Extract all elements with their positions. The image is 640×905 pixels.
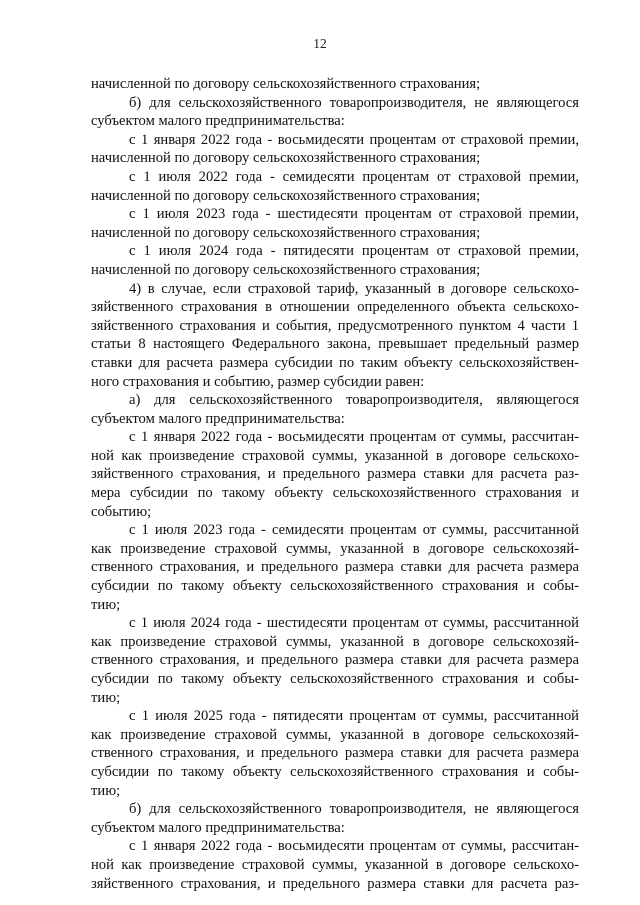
text-line: ной как произведение страховой суммы, указанной в договоре сельскохо- (91, 447, 579, 464)
text-line: событию; (91, 503, 152, 520)
text-line: с 1 июля 2023 года - шестидесяти процентам от страховой премии, (129, 206, 579, 223)
text-line: с 1 июля 2022 года - семидесяти процентам от страховой премии, (129, 168, 579, 185)
text-line: зяйственного страхования и события, предусмотренного пунктом 4 части 1 (91, 317, 579, 334)
text-line: субъектом малого предпринимательства: (91, 113, 345, 130)
text-line: ственного страхования, и предельного размера ставки для расчета размера (91, 559, 579, 576)
text-line: с 1 января 2022 года - восьмидесяти процентам от суммы, рассчитан- (129, 838, 579, 855)
page-number: 12 (313, 36, 327, 51)
text-line: с 1 июля 2023 года - семидесяти процентам от суммы, рассчитанной (129, 522, 579, 539)
text-line: зяйственного страхования, и предельного размера ставки для расчета раз- (91, 466, 579, 483)
text-line: статьи 8 настоящего Федерального закона, превышает предельный размер (91, 336, 579, 353)
text-line: ственного страхования, и предельного размера ставки для расчета размера (91, 652, 579, 669)
text-line: начисленной по договору сельскохозяйственного страхования; (91, 261, 481, 278)
text-line: а) для сельскохозяйственного товаропроизводителя, являющегося (129, 392, 579, 409)
text-line: зяйственного страхования, и предельного размера ставки для расчета раз- (91, 875, 579, 892)
text-line: субсидии по такому объекту сельскохозяйственного страхования и собы- (91, 671, 579, 687)
text-line: зяйственного страхования в отношении определенного объекта сельскохо- (91, 299, 579, 316)
text-line: с 1 июля 2025 года - пятидесяти процентам от суммы, рассчитанной (129, 708, 579, 725)
text-line: ставки для расчета размера субсидии по таким объекту сельскохозяйствен- (91, 354, 579, 371)
text-line: субсидии по такому объекту сельскохозяйственного страхования и собы- (91, 578, 579, 595)
text-line: субъектом малого предпринимательства: (91, 819, 345, 836)
text-line: субъектом малого предпринимательства: (91, 410, 345, 427)
text-line: с 1 июля 2024 года - пятидесяти процентам от страховой премии, (129, 243, 579, 260)
text-line: 4) в случае, если страховой тариф, указанный в договоре сельскохо- (129, 280, 579, 297)
text-line: мера субсидии по такому объекту сельскохозяйственного страхования и (91, 485, 579, 502)
text-line: тию; (91, 689, 121, 706)
text-line: тию; (91, 596, 121, 613)
text-line: б) для сельскохозяйственного товаропроизводителя, не являющегося (129, 94, 579, 111)
text-line: субсидии по такому объекту сельскохозяйственного страхования и собы- (91, 763, 579, 780)
text-line: с 1 июля 2024 года - шестидесяти процентам от суммы, рассчитанной (129, 615, 579, 632)
text-line: как произведение страховой суммы, указанной в договоре сельскохозяй- (91, 633, 579, 650)
text-line: начисленной по договору сельскохозяйственного страхования; (91, 76, 481, 92)
text-line: ственного страхования, и предельного размера ставки для расчета размера (91, 745, 579, 762)
text-line: как произведение страховой суммы, указанной в договоре сельскохозяй- (91, 726, 579, 743)
text-line: как произведение страховой суммы, указанной в договоре сельскохозяй- (91, 540, 579, 557)
text-line: б) для сельскохозяйственного товаропроизводителя, не являющегося (129, 801, 579, 818)
text-line: начисленной по договору сельскохозяйственного страхования; (91, 187, 481, 204)
text-line: начисленной по договору сельскохозяйственного страхования; (91, 224, 481, 241)
text-line: ного страхования и событию, размер субсидии равен: (91, 373, 425, 390)
document-body (91, 75, 579, 893)
text-line: начисленной по договору сельскохозяйственного страхования; (91, 150, 481, 167)
text-line: тию; (91, 782, 121, 799)
text-line: с 1 января 2022 года - восьмидесяти процентам от суммы, рассчитан- (129, 429, 579, 446)
text-line: ной как произведение страховой суммы, указанной в договоре сельскохо- (91, 856, 579, 873)
text-line: с 1 января 2022 года - восьмидесяти процентам от страховой премии, (129, 131, 579, 148)
